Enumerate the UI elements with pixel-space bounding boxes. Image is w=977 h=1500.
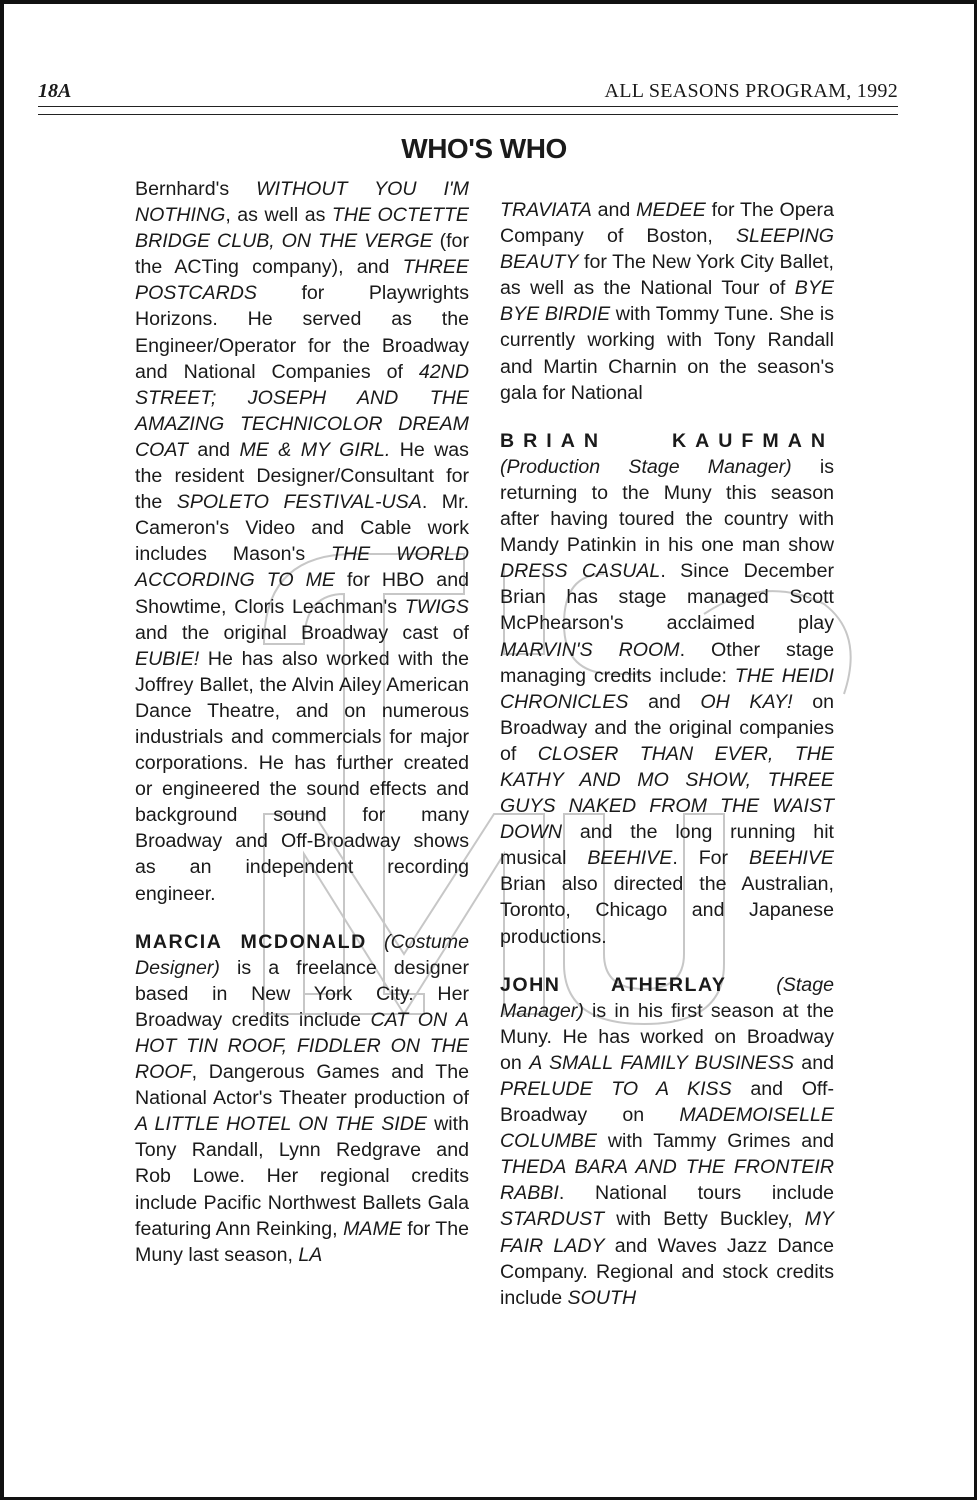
title-italic: OH KAY!	[700, 690, 793, 713]
title-italic: THE WORLD ACCORDING TO ME	[135, 543, 469, 592]
title-italic: (Costume Designer)	[135, 930, 469, 979]
title-italic: TWIGS	[404, 595, 469, 618]
title-italic: A SMALL FAMILY BUSINESS	[529, 1051, 794, 1074]
bio-marcia-mcdonald	[135, 929, 469, 1268]
right-column	[500, 197, 834, 1311]
title-italic: 42ND STREET; JOSEPH AND THE AMAZING TECHNICOLOR DREAM COAT	[135, 360, 469, 461]
title-italic: DRESS CASUAL	[500, 560, 661, 583]
title-italic: A LITTLE HOTEL ON THE SIDE	[135, 1113, 427, 1136]
bio-brian-kaufman	[500, 428, 834, 950]
bio-text: (Production Stage Manager) is returning to the Muny this season after having toured the country with Mandy Patinkin in his one man show DRESS CASUAL. Since December Brian has stage managed Scott McPhearson's acclaimed play MARVIN'S ROOM. Other stage managing credits include: THE HEIDI CHRONICLES and OH KAY! on Broadway and the original companies of CLOSER THAN EVER, THE KATHY AND MO SHOW, THREE GUYS NAKED FROM THE WAIST DOWN and the long running hit musical BEEHIVE. For BEEHIVE Brian also directed the Australian, Toronto, Chicago and Japanese productions.	[500, 455, 835, 948]
title-italic: BEEHIVE	[749, 847, 834, 870]
bio-name: BRIAN KAUFMAN	[500, 429, 834, 452]
title-italic: MARVIN'S ROOM	[500, 638, 680, 661]
bio-name: JOHN ATHERLAY	[500, 973, 727, 996]
title-italic: MADEMOISELLE COLUMBE	[500, 1104, 834, 1153]
title-italic: CLOSER THAN EVER, THE KATHY AND MO SHOW, THREE GUYS NAKED FROM THE WAIST DOWN	[500, 742, 834, 844]
title-italic: LA	[298, 1243, 323, 1266]
left-column	[135, 176, 469, 1268]
title-italic: THEDA BARA AND THE FRONTEIR RABBI	[500, 1156, 834, 1205]
bio-continued: TRAVIATA and MEDEE for The Opera Company of Boston, SLEEPING BEAUTY for The New York City Ballet, as well as the National Tour of BYE BYE BIRDIE with Tommy Tune. She is currently working with Tony Randall and Martin Charnin on the season's gala for National	[500, 199, 834, 404]
title-italic: MAME	[343, 1217, 402, 1240]
bio-name: MARCIA MCDONALD	[135, 930, 367, 953]
title-italic: CAT ON A HOT TIN ROOF, FIDDLER ON THE ROOF	[135, 1008, 470, 1084]
title-italic: MY FAIR LADY	[500, 1208, 834, 1257]
bio-text: (Costume Designer) is a freelance designer based in New York City. Her Broadway credits include CAT ON A HOT TIN ROOF, FIDDLER ON THE ROOF, Dangerous Games and The National Actor's Theater production of A LITTLE HOTEL ON THE SIDE with Tony Randall, Lynn Redgrave and Rob Lowe. Her regional credits include Pacific Northwest Ballets Gala featuring Ann Reinking, MAME for The Muny last season, LA	[135, 930, 470, 1266]
title-italic: THE HEIDI CHRONICLES	[500, 664, 835, 713]
title-italic: BYE BYE BIRDIE	[500, 277, 834, 326]
title-italic: THE OCTETTE BRIDGE CLUB, ON THE VERGE	[135, 204, 469, 253]
title-italic: (Stage Manager)	[500, 973, 834, 1022]
title-italic: SOUTH	[567, 1286, 637, 1309]
title-italic: BEEHIVE	[587, 847, 673, 870]
title-italic: SPOLETO FESTIVAL-USA	[176, 491, 422, 514]
header-rule-top	[38, 106, 898, 107]
title-italic: MEDEE	[636, 199, 706, 221]
bio-text: (Stage Manager) is in his first season at the Muny. He has worked on Broadway on A SMALL FAMILY BUSINESS and PRELUDE TO A KISS and Off-Broadway on MADEMOISELLE COLUMBE with Tammy Grimes and THEDA BARA AND THE FRONTEIR RABBI. National tours include STARDUST with Betty Buckley, MY FAIR LADY and Waves Jazz Dance Company. Regional and stock credits include SOUTH	[500, 973, 835, 1309]
running-head	[38, 80, 898, 106]
publication-title: ALL SEASONS PROGRAM, 1992	[604, 80, 898, 102]
header-rule-bottom	[38, 114, 898, 115]
title-italic: THREE POSTCARDS	[135, 256, 469, 305]
title-italic: (Production Stage Manager)	[500, 455, 792, 478]
title-italic: STARDUST	[500, 1208, 605, 1231]
title-italic: EUBIE!	[135, 647, 200, 670]
bio-john-atherlay	[500, 972, 834, 1311]
bio-continued: Bernhard's WITHOUT YOU I'M NOTHING, as well as THE OCTETTE BRIDGE CLUB, ON THE VERGE (for the ACTing company), and THREE POSTCARDS for Playwrights Horizons. He served as the Engineer/Operator for the Broadway and National Companies of 42ND STREET; JOSEPH AND THE AMAZING TECHNICOLOR DREAM COAT and ME & MY GIRL. He was the resident Designer/Consultant for the SPOLETO FESTIVAL-USA. Mr. Cameron's Video and Cable work includes Mason's THE WORLD ACCORDING TO ME for HBO and Showtime, Cloris Leachman's TWIGS and the original Broadway cast of EUBIE! He has also worked with the Joffrey Ballet, the Alvin Ailey American Dance Theatre, and on numerous industrials and commercials for major corporations. He has further created or engineered the sound effects and background sound for many Broadway and Off-Broadway shows as an independent recording engineer.	[135, 178, 469, 905]
page-number: 18A	[38, 80, 72, 102]
title-italic: TRAVIATA	[500, 199, 592, 221]
section-title: WHO'S WHO	[401, 133, 567, 164]
title-italic: ME & MY GIRL.	[239, 438, 391, 461]
title-italic: PRELUDE TO A KISS	[500, 1078, 732, 1100]
title-italic: WITHOUT YOU I'M NOTHING	[135, 178, 469, 227]
title-italic: SLEEPING BEAUTY	[500, 225, 834, 274]
